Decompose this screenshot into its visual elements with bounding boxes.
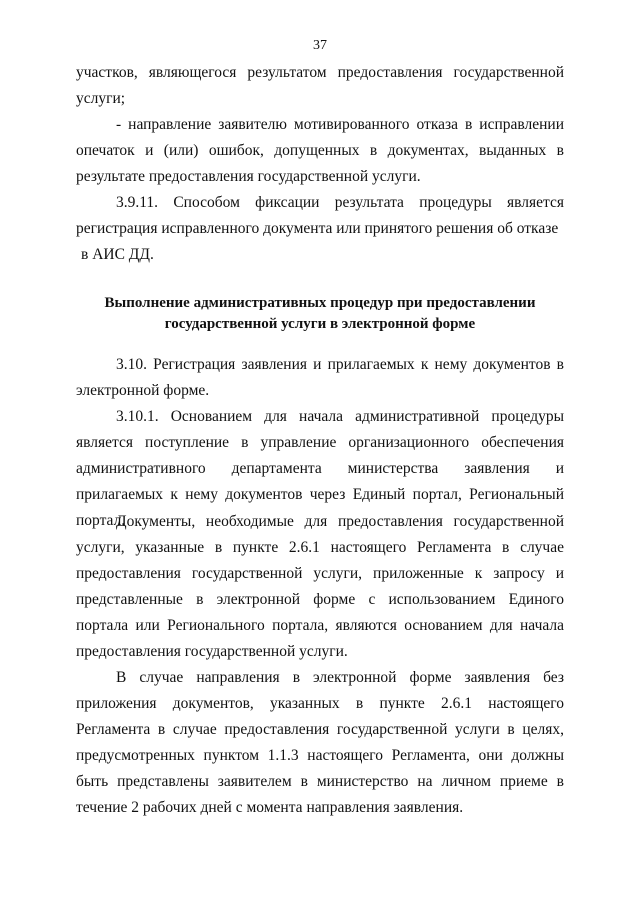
section-heading: [76, 293, 564, 335]
paragraph-3-9-11-tail: в АИС ДД.: [81, 246, 154, 263]
paragraph-3-9-11-text: 3.9.11. Способом фиксации результата процедуры является регистрация исправленного документа или принятого решения об отказе: [76, 194, 564, 237]
paragraph-3-10: 3.10. Регистрация заявления и прилагаемых к нему документов в электронной форме.: [76, 356, 564, 399]
paragraph-3-9-11: [76, 190, 564, 268]
paragraph-plot-result: участков, являющегося результатом предоставления государственной услуги;: [76, 64, 564, 107]
section-heading-line-1: Выполнение административных процедур при предоставлении: [104, 295, 536, 311]
paragraph-documents: Документы, необходимые для предоставления государственной услуги, указанные в пункте 2.6.1 настоящего Регламента в случае предоставления государственной услуги, приложенные к запросу и представленные в электронной форме с использованием Единого портала или Регионального портала, являются основанием для начала предоставления государственной услуги.: [76, 513, 564, 660]
section-heading-line-2: государственной услуги в электронной форме: [164, 316, 476, 332]
paragraph-3-10-1: 3.10.1. Основанием для начала административной процедуры является поступление в управление организационного обеспечения административного департамента министерства заявления и прилагаемых к нему документов через Единый портал, Региональный портал.: [76, 408, 564, 529]
paragraph-refusal-notice: - направление заявителю мотивированного отказа в исправлении опечаток и (или) ошибок, допущенных в документах, выданных в результате предоставления государственной услуги.: [76, 116, 564, 185]
page-number: 37: [313, 38, 327, 53]
paragraph-without-attachments: В случае направления в электронной форме заявления без приложения документов, указанных в пункте 2.6.1 настоящего Регламента в случае предоставления государственной услуги в целях, предусмотренных пунктом 1.1.3 настоящего Регламента, они должны быть представлены заявителем в министерство на личном приеме в течение 2 рабочих дней с момента направления заявления.: [76, 669, 564, 816]
